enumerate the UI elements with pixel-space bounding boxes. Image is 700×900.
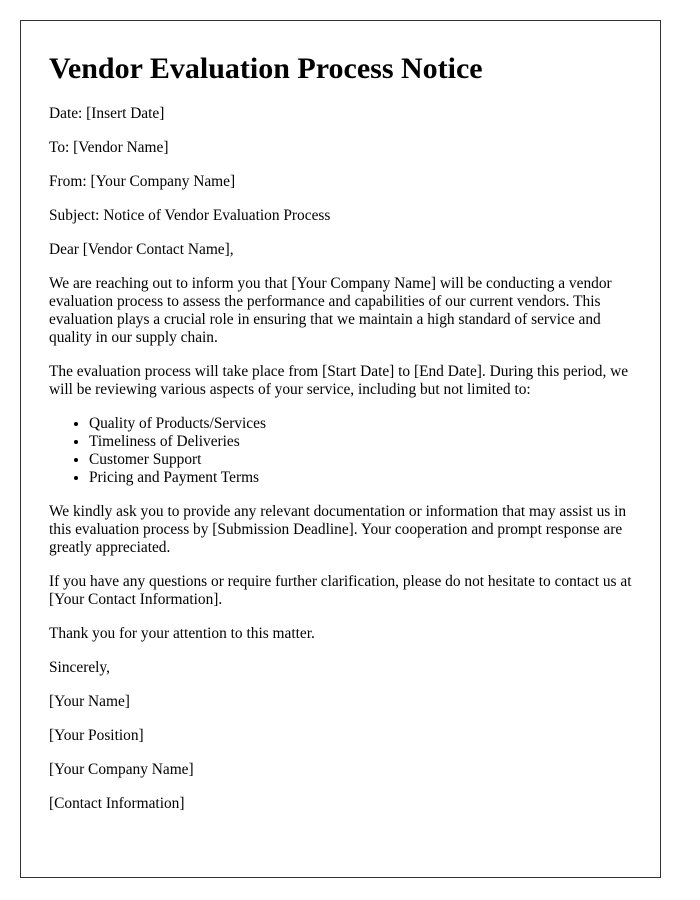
- request-paragraph: We kindly ask you to provide any relevant documentation or information that may assist us in this evaluation process by [Submission Deadline]. Your cooperation and prompt response are greatly appreciated.: [49, 503, 627, 556]
- list-item: • Quality of Products/Services: [89, 415, 632, 433]
- list-item: • Timeliness of Deliveries: [89, 433, 632, 451]
- letter-date: Date: [Insert Date]: [49, 105, 165, 122]
- evaluation-criteria-list: [49, 415, 632, 487]
- intro-paragraph: We are reaching out to inform you that [Your Company Name] will be conducting a vendor evaluation process to assess the performance and capabilities of our current vendors. This evaluation plays a crucial role in ensuring that we maintain a high standard of service and quality in our supply chain.: [49, 275, 612, 346]
- signature-contact: [Contact Information]: [49, 795, 185, 812]
- signature-name: [Your Name]: [49, 693, 130, 710]
- thanks-paragraph: Thank you for your attention to this matter.: [49, 625, 315, 642]
- letter-salutation: Dear [Vendor Contact Name],: [49, 241, 234, 258]
- questions-paragraph: If you have any questions or require further clarification, please do not hesitate to contact us at [Your Contact Information].: [49, 573, 632, 608]
- signature-position: [Your Position]: [49, 727, 144, 744]
- signature-company: [Your Company Name]: [49, 761, 194, 778]
- letter-sender: From: [Your Company Name]: [49, 173, 236, 190]
- list-item: • Customer Support: [89, 451, 632, 469]
- letter-recipient: To: [Vendor Name]: [49, 139, 169, 156]
- letter-title: Vendor Evaluation Process Notice: [49, 52, 483, 85]
- letter-subject: Subject: Notice of Vendor Evaluation Process: [49, 207, 331, 224]
- letter-closing: Sincerely,: [49, 659, 110, 676]
- letter-document: [20, 20, 661, 878]
- list-item: • Pricing and Payment Terms: [89, 469, 632, 487]
- timeline-paragraph: The evaluation process will take place from [Start Date] to [End Date]. During this period, we will be reviewing various aspects of your service, including but not limited to:: [49, 363, 629, 398]
